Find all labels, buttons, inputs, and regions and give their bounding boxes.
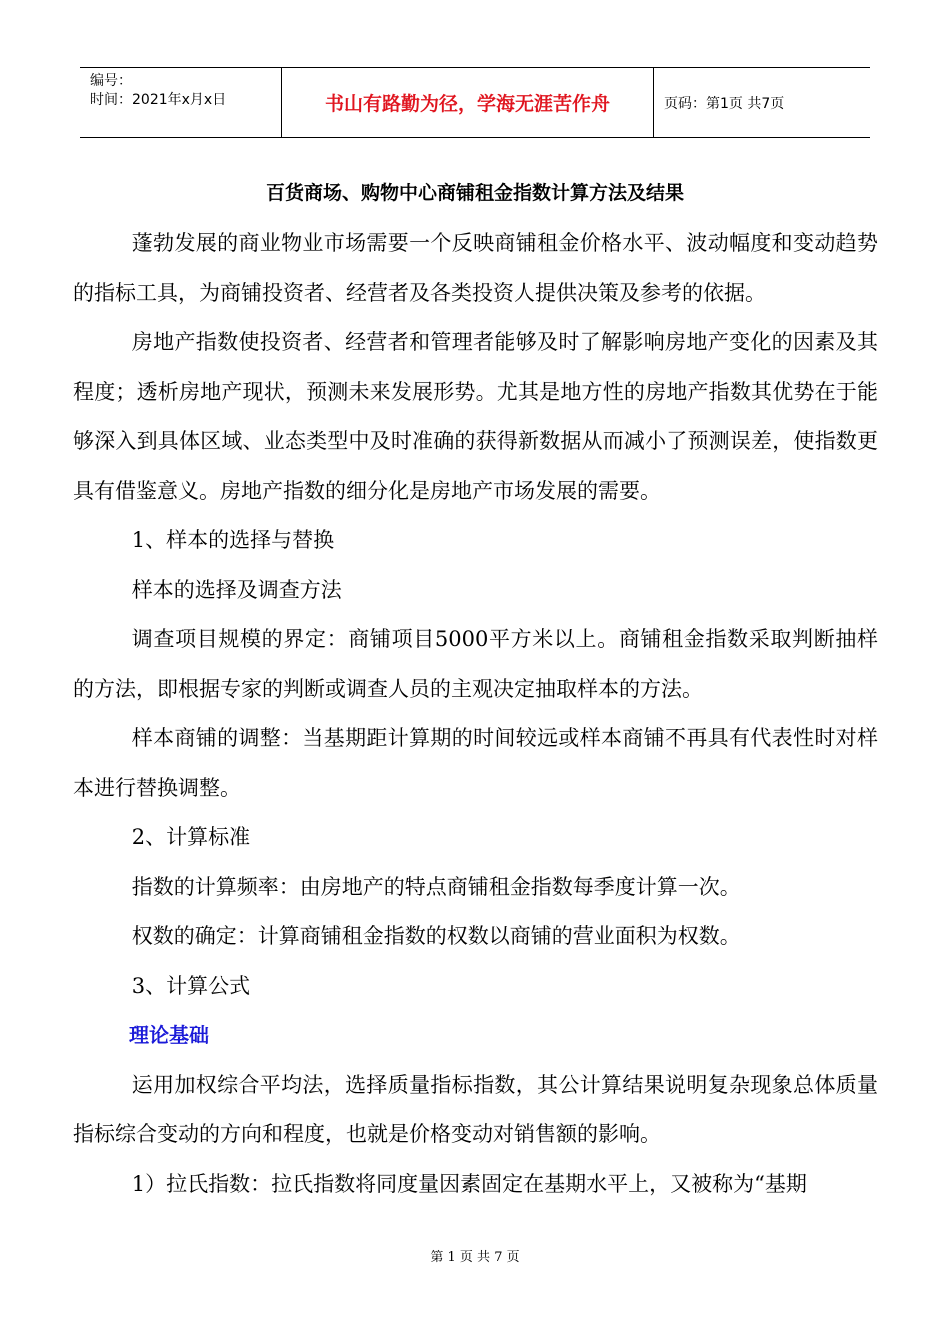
document-title: 百货商场、购物中心商铺租金指数计算方法及结果 <box>265 182 684 204</box>
header-left-cell <box>80 68 282 137</box>
paragraph-laspeyres: 1）拉氏指数：拉氏指数将同度量因素固定在基期水平上，又被称为“基期 <box>131 1171 807 1196</box>
header-table <box>80 67 870 138</box>
document-body <box>73 219 878 1209</box>
page-footer: 第 1 页 共 7 页 <box>430 1250 520 1265</box>
section-heading-formula: 3、计算公式 <box>131 973 251 998</box>
paragraph-method: 运用加权综合平均法，选择质量指标指数，其公计算结果说明复杂现象总体质量指标综合变动的方向和程度，也就是价格变动对销售额的影响。 <box>73 1072 878 1146</box>
paragraph-intro: 蓬勃发展的商业物业市场需要一个反映商铺租金价格水平、波动幅度和变动趋势的指标工具，为商铺投资者、经营者及各类投资人提供决策及参考的依据。 <box>73 231 878 305</box>
section-heading-sample: 1、样本的选择与替换 <box>131 528 335 552</box>
section-heading-standard: 2、计算标准 <box>131 825 251 849</box>
paragraph-weights: 权数的确定：计算商铺租金指数的权数以商铺的营业面积为权数。 <box>131 924 741 948</box>
paragraph-sample-adjustment: 样本商铺的调整：当基期距计算期的时间较远或样本商铺不再具有代表性时对样本进行替换调整。 <box>73 726 878 800</box>
subheading-theory: 理论基础 <box>129 1023 209 1047</box>
document-number-label: 编号： <box>90 73 132 89</box>
header-motto: 书山有路勤为径，学海无涯苦作舟 <box>282 68 654 137</box>
paragraph-survey-scope: 调查项目规模的界定：商铺项目5000平方米以上。商铺租金指数采取判断抽样的方法，即根据专家的判断或调查人员的主观决定抽取样本的方法。 <box>73 627 878 701</box>
header-page-info: 页码：第1页 共7页 <box>664 95 785 112</box>
paragraph-index-purpose: 房地产指数使投资者、经营者和管理者能够及时了解影响房地产变化的因素及其程度；透析房地产现状，预测未来发展形势。尤其是地方性的房地产指数其优势在于能够深入到具体区域、业态类型中及时准确的获得新数据从而减小了预测误差，使指数更具有借鉴意义。房地产指数的细分化是房地产市场发展的需要。 <box>73 330 878 503</box>
subheading-sample-method: 样本的选择及调查方法 <box>131 577 342 602</box>
document-time-label: 时间：2021年x月x日 <box>90 92 227 108</box>
paragraph-frequency: 指数的计算频率：由房地产的特点商铺租金指数每季度计算一次。 <box>131 874 741 899</box>
